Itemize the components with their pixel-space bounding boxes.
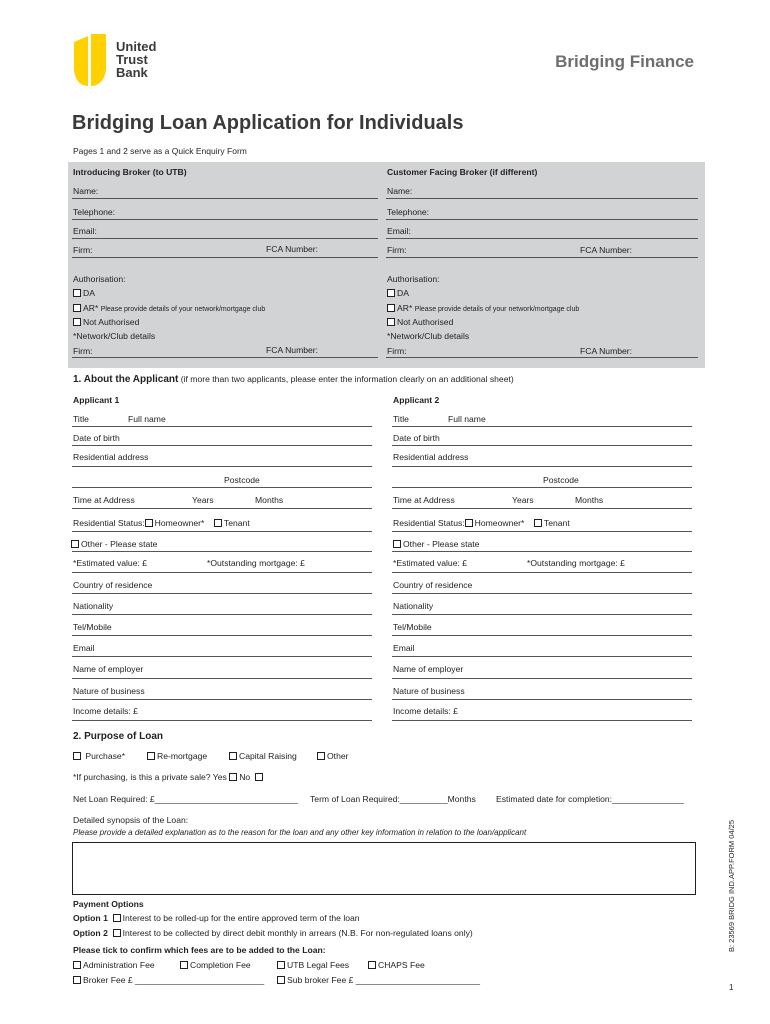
a2-nationality-label: Nationality: [393, 601, 434, 611]
cf-broker-email-label: Email:: [387, 226, 411, 236]
cf-broker-name-field[interactable]: [386, 198, 698, 199]
a2-income-field[interactable]: [392, 720, 692, 721]
payment-option-2[interactable]: Option 2 Interest to be collected by direct debit monthly in arrears (N.B. For non-regulated loans only): [73, 928, 473, 938]
a2-tel-field[interactable]: [392, 635, 692, 636]
chaps-fee-checkbox[interactable]: [368, 961, 376, 969]
a2-months-label: Months: [575, 495, 604, 505]
section-2-heading: 2. Purpose of Loan: [73, 731, 164, 742]
private-yes-checkbox[interactable]: [229, 773, 237, 781]
cf-broker-network-label: *Network/Club details: [387, 331, 470, 341]
utb-logo: [72, 32, 182, 92]
a2-est-field[interactable]: [392, 572, 692, 573]
synopsis-note: Please provide a detailed explanation as to the reason for the loan and any other key information in relation to the loan/applicant: [73, 828, 527, 837]
a2-nationality-field[interactable]: [392, 614, 692, 615]
customer-broker-heading: Customer Facing Broker (if different): [387, 167, 538, 177]
cf-broker-fca-label: FCA Number:: [580, 245, 633, 255]
option-1-checkbox[interactable]: [113, 914, 121, 922]
broker-tel-field[interactable]: [72, 219, 378, 220]
a2-address-field[interactable]: [392, 466, 692, 467]
cf-da-checkbox[interactable]: [387, 289, 395, 297]
completion-date-field[interactable]: Estimated date for completion:_______________: [496, 794, 684, 804]
product-heading: Bridging Finance: [555, 52, 694, 71]
broker-firm-label: Firm:: [73, 245, 93, 255]
broker-not-auth-option[interactable]: Not Authorised: [73, 317, 139, 327]
a1-email-field[interactable]: [72, 656, 372, 657]
a2-employer-field[interactable]: [392, 678, 692, 679]
broker-email-label: Email:: [73, 226, 97, 236]
a1-country-label: Country of residence: [73, 580, 153, 590]
cf-broker-email-field[interactable]: [386, 238, 698, 239]
a1-tel-field[interactable]: [72, 635, 372, 636]
cf-not-auth-checkbox[interactable]: [387, 318, 395, 326]
other-purpose-option[interactable]: Other: [317, 751, 349, 761]
legal-fee-checkbox[interactable]: [277, 961, 285, 969]
broker-fca2-label: FCA Number:: [266, 345, 319, 355]
a1-homeowner-checkbox[interactable]: [145, 519, 153, 527]
a2-postcode-label: Postcode: [543, 475, 579, 485]
net-loan-field[interactable]: Net Loan Required: £______________________________: [73, 794, 299, 804]
a1-address-label: Residential address: [73, 452, 149, 462]
broker-email-field[interactable]: [72, 238, 378, 239]
a1-time-label: Time at Address: [73, 495, 135, 505]
a1-other-field[interactable]: [72, 551, 372, 552]
a1-est-label: *Estimated value: £: [73, 558, 148, 568]
a1-dob-field[interactable]: [72, 445, 372, 446]
option-2-checkbox[interactable]: [113, 929, 121, 937]
a2-est-label: *Estimated value: £: [393, 558, 468, 568]
a1-title-label: Title: [73, 414, 89, 424]
cf-broker-name-label: Name:: [387, 186, 413, 196]
a1-status-row: Residential Status: Homeowner* Tenant: [73, 518, 250, 528]
a2-time-label: Time at Address: [393, 495, 455, 505]
sub-broker-fee-checkbox[interactable]: [277, 976, 285, 984]
remortgage-option[interactable]: Re-mortgage: [147, 751, 207, 761]
cf-broker-fca2-label: FCA Number:: [580, 346, 633, 356]
introducing-broker-heading: Introducing Broker (to UTB): [73, 167, 187, 177]
a1-name-field[interactable]: [72, 426, 372, 427]
admin-fee-option[interactable]: Administration Fee: [73, 960, 155, 970]
a2-status-field[interactable]: [392, 531, 692, 532]
a1-employer-field[interactable]: [72, 678, 372, 679]
a2-other-checkbox[interactable]: [393, 540, 401, 548]
da-checkbox[interactable]: [73, 289, 81, 297]
a1-tenant-checkbox[interactable]: [214, 519, 222, 527]
a2-name-field[interactable]: [392, 426, 692, 427]
page-title: Bridging Loan Application for Individuals: [72, 112, 464, 134]
a1-time-field[interactable]: [72, 508, 372, 509]
a2-outstanding-label: *Outstanding mortgage: £: [527, 558, 625, 568]
cf-broker-not-auth-option[interactable]: Not Authorised: [387, 317, 453, 327]
a2-employer-label: Name of employer: [393, 664, 464, 674]
a1-other-checkbox[interactable]: [71, 540, 79, 548]
cf-broker-firm-label: Firm:: [387, 245, 407, 255]
a2-status-row: Residential Status: Homeowner* Tenant: [393, 518, 570, 528]
broker-network-label: *Network/Club details: [73, 331, 156, 341]
cf-broker-ar-option[interactable]: AR* Please provide details of your network/mortgage club: [387, 303, 579, 313]
a1-months-label: Months: [255, 495, 284, 505]
cf-broker-firm2-field[interactable]: [386, 357, 698, 358]
a2-homeowner-checkbox[interactable]: [465, 519, 473, 527]
a1-nationality-field[interactable]: [72, 614, 372, 615]
other-purpose-checkbox[interactable]: [317, 752, 325, 760]
page-number: 1: [729, 983, 734, 992]
a1-nationality-label: Nationality: [73, 601, 114, 611]
synopsis-label: Detailed synopsis of the Loan:: [73, 815, 189, 825]
broker-firm2-field[interactable]: [72, 357, 378, 358]
broker-da-option[interactable]: DA: [73, 288, 95, 298]
a2-business-field[interactable]: [392, 699, 692, 700]
a1-outstanding-label: *Outstanding mortgage: £: [207, 558, 305, 568]
a1-employer-label: Name of employer: [73, 664, 144, 674]
ar-checkbox[interactable]: [73, 304, 81, 312]
a1-tel-label: Tel/Mobile: [73, 622, 112, 632]
admin-fee-checkbox[interactable]: [73, 961, 81, 969]
a1-status-field[interactable]: [72, 531, 372, 532]
a1-years-label: Years: [192, 495, 214, 505]
a1-dob-label: Date of birth: [73, 433, 120, 443]
a1-email-label: Email: [73, 643, 95, 653]
a1-address-field[interactable]: [72, 466, 372, 467]
a1-country-field[interactable]: [72, 593, 372, 594]
a2-email-label: Email: [393, 643, 415, 653]
a2-dob-label: Date of birth: [393, 433, 440, 443]
a2-other-option[interactable]: Other - Please state: [393, 539, 479, 549]
a2-address-label: Residential address: [393, 452, 469, 462]
cf-broker-firm-field[interactable]: [386, 257, 698, 258]
fees-heading: Please tick to confirm which fees are to be added to the Loan:: [73, 945, 326, 955]
a1-fullname-label: Full name: [128, 414, 166, 424]
broker-tel-label: Telephone:: [73, 207, 116, 217]
a1-income-label: Income details: £: [73, 706, 138, 716]
private-sale-row: *If purchasing, is this a private sale? Yes No: [73, 772, 265, 782]
a2-time-field[interactable]: [392, 508, 692, 509]
broker-fee-option[interactable]: Broker Fee £ ___________________________: [73, 975, 264, 985]
a2-business-label: Nature of business: [393, 686, 465, 696]
a1-postcode-field[interactable]: [72, 487, 372, 488]
a1-other-option[interactable]: Other - Please state: [71, 539, 157, 549]
synopsis-textarea[interactable]: [72, 842, 696, 895]
a2-dob-field[interactable]: [392, 445, 692, 446]
payment-options-heading: Payment Options: [73, 899, 144, 909]
section-1-heading: 1. About the Applicant (if more than two applicants, please enter the information clearly on an additional sheet): [73, 374, 514, 385]
broker-name-label: Name:: [73, 186, 99, 196]
a2-tenant-checkbox[interactable]: [534, 519, 542, 527]
cf-broker-tel-label: Telephone:: [387, 207, 430, 217]
a2-country-field[interactable]: [392, 593, 692, 594]
broker-fee-checkbox[interactable]: [73, 976, 81, 984]
broker-firm-field[interactable]: [72, 257, 378, 258]
purchase-checkbox[interactable]: [73, 752, 81, 760]
broker-fca-label: FCA Number:: [266, 244, 319, 254]
cf-ar-checkbox[interactable]: [387, 304, 395, 312]
quick-enquiry-note: Pages 1 and 2 serve as a Quick Enquiry Form: [73, 146, 247, 156]
cf-broker-firm2-label: Firm:: [387, 346, 407, 356]
completion-fee-checkbox[interactable]: [180, 961, 188, 969]
logo-text: United Trust Bank: [116, 39, 157, 80]
a2-tel-label: Tel/Mobile: [393, 622, 432, 632]
broker-ar-option[interactable]: AR* Please provide details of your network/mortgage club: [73, 303, 265, 313]
remortgage-checkbox[interactable]: [147, 752, 155, 760]
a2-income-label: Income details: £: [393, 706, 458, 716]
completion-fee-option[interactable]: Completion Fee: [180, 960, 251, 970]
a2-email-field[interactable]: [392, 656, 692, 657]
broker-auth-label: Authorisation:: [73, 274, 126, 284]
form-reference-code: B: 23569 BRIDG IND.APP.FORM 04/25: [727, 819, 736, 952]
cf-broker-da-option[interactable]: DA: [387, 288, 409, 298]
broker-name-field[interactable]: [72, 198, 378, 199]
a2-postcode-field[interactable]: [392, 487, 692, 488]
a1-est-field[interactable]: [72, 572, 372, 573]
purchase-option[interactable]: Purchase*: [73, 751, 125, 761]
applicant-1-heading: Applicant 1: [73, 395, 120, 405]
loan-term-field[interactable]: Term of Loan Required:__________Months: [310, 794, 476, 804]
a1-postcode-label: Postcode: [224, 475, 260, 485]
applicant-2-heading: Applicant 2: [393, 395, 440, 405]
chaps-fee-option[interactable]: CHAPS Fee: [368, 960, 425, 970]
sub-broker-fee-option[interactable]: Sub broker Fee £ __________________________: [277, 975, 480, 985]
capital-raising-option[interactable]: Capital Raising: [229, 751, 297, 761]
payment-option-1[interactable]: Option 1 Interest to be rolled-up for the entire approved term of the loan: [73, 913, 360, 923]
not-auth-checkbox[interactable]: [73, 318, 81, 326]
a2-fullname-label: Full name: [448, 414, 486, 424]
a2-title-label: Title: [393, 414, 409, 424]
cf-broker-auth-label: Authorisation:: [387, 274, 440, 284]
a2-years-label: Years: [512, 495, 534, 505]
a1-business-field[interactable]: [72, 699, 372, 700]
a1-business-label: Nature of business: [73, 686, 145, 696]
a1-income-field[interactable]: [72, 720, 372, 721]
logo-mark-icon: [72, 32, 108, 86]
capital-raising-checkbox[interactable]: [229, 752, 237, 760]
a2-other-field[interactable]: [392, 551, 692, 552]
private-no-checkbox[interactable]: [255, 773, 263, 781]
broker-firm2-label: Firm:: [73, 346, 93, 356]
cf-broker-tel-field[interactable]: [386, 219, 698, 220]
legal-fee-option[interactable]: UTB Legal Fees: [277, 960, 349, 970]
a2-country-label: Country of residence: [393, 580, 473, 590]
